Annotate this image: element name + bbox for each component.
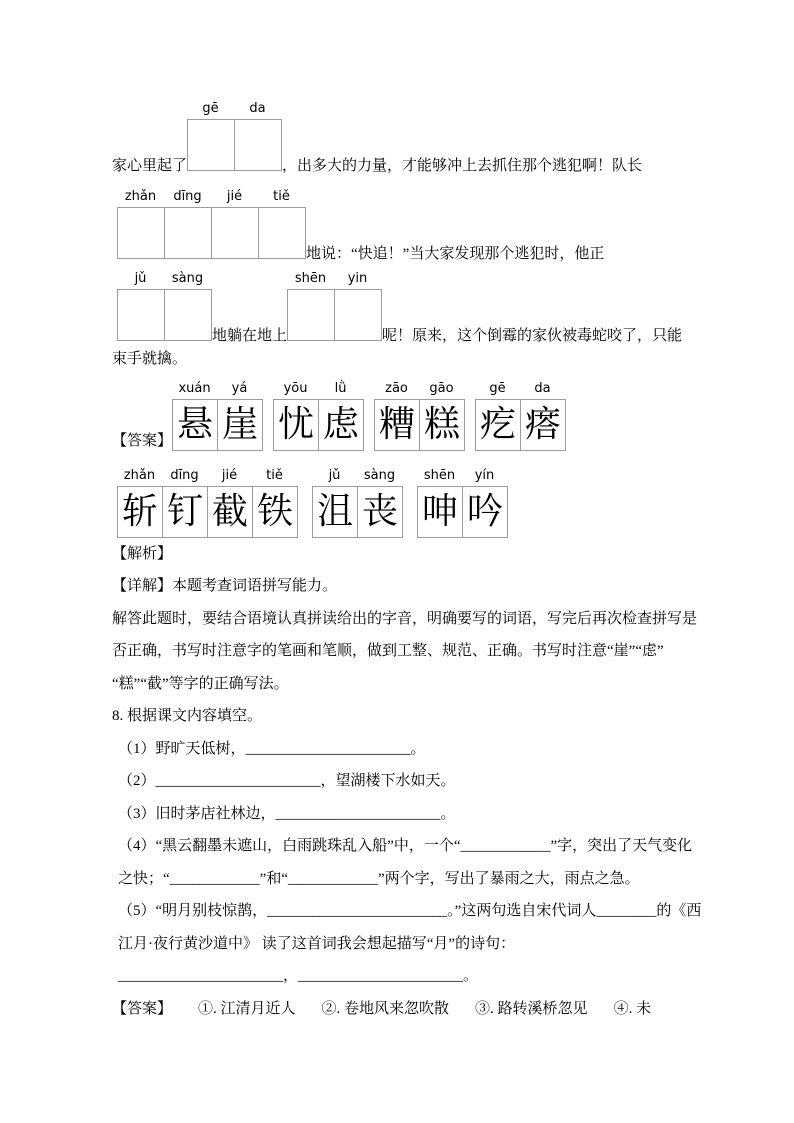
pinyin-label: zhǎn [124,189,157,204]
pinyin-label: tiě [273,189,290,204]
writing-box-row [312,486,403,538]
writing-box-row [117,289,212,341]
answer-character-box: 铁 [252,487,297,537]
answer-box-grid-geda [475,381,566,451]
pinyin-label: yá [231,380,248,396]
line3-text-after: 呢！原来，这个倒霉的家伙被毒蛇咬了，只能 [382,328,683,344]
pinyin-row [172,381,263,397]
pinyin-label: jǔ [134,271,147,286]
question8-item5-line2: 江月·夜行黄沙道中》 读了这首词我会想起描写“月”的诗句： [118,935,516,952]
pinyin-box-grid-zhandingjietie [117,189,306,259]
writing-box-row [475,399,566,451]
question8-items [112,733,714,993]
line1-text-after: ，出多大的力量，才能够冲上去抓住那个逃犯啊！队长 [282,158,643,174]
empty-writing-box [211,208,258,258]
empty-writing-box [164,290,211,340]
pinyin-box-grid-geda [187,101,282,171]
answer-label: 【答案】 [112,432,173,449]
answer8-item4: ④. 未 [613,1000,652,1017]
empty-writing-box [234,120,281,170]
answer-box-grid-zaogao [374,381,465,451]
answer8-item1: ①. 江清月近人 [198,1000,296,1017]
answer-character-box: 瘩 [520,400,565,450]
line3-text-mid: 地躺在地上 [212,328,288,344]
pinyin-row [417,468,508,484]
answer8-item3: ③. 路转溪桥忽见 [475,1000,588,1017]
pinyin-label: jǔ [328,467,341,483]
question7-line2 [117,189,714,262]
pinyin-label: gāo [429,380,454,396]
question8-item1: （1）野旷天低树，______________________。 [118,740,426,757]
pinyin-row [374,381,465,397]
answer-character-box: 糟 [375,400,419,450]
analysis-paragraph-line: “糕”“截”等字的正确写法。 [112,675,289,692]
question8-item4-line1: （4）“黑云翻墨未遮山，白雨跳珠乱入船”中，一个“____________”字，突出了天气变化 [118,838,693,854]
answer-character-box: 呻 [418,487,462,537]
writing-box-row [417,486,508,538]
question7-line4: 束手就擒。 [112,351,188,367]
pinyin-row [117,189,306,205]
pinyin-label: yín [474,467,495,483]
answer-character-box: 沮 [313,487,357,537]
analysis-paragraph-line: 否正确，书写时注意字的笔画和笔顺，做到工整、规范、正确。书写时注意“崖”“虑” [112,643,664,659]
answer7-row1 [112,381,714,451]
answer8-row [112,993,714,1026]
pinyin-label: da [249,101,266,116]
empty-writing-box [118,208,164,258]
empty-writing-box [334,290,381,340]
answer-character-box: 疙 [476,400,520,450]
answer-character-box: 吟 [462,487,507,537]
answer8-item2: ②. 卷地风来忽吹散 [321,1000,450,1017]
answer-character-box: 斩 [118,487,162,537]
pinyin-row [117,271,212,287]
answer-box-grid-xuanya [172,381,263,451]
answer-box-grid-shenyin [417,468,508,538]
analysis-detail-line: 【详解】本题考查词语拼写能力。 [112,578,338,594]
pinyin-label: tiě [266,467,283,483]
question8-title: 8. 根据课文内容填空。 [112,708,263,724]
answer-character-box: 截 [207,487,252,537]
pinyin-label: lǜ [334,380,347,396]
pinyin-label: shēn [294,271,327,286]
answer-character-box: 钉 [162,487,207,537]
pinyin-row [117,468,298,484]
answer-label: 【答案】 [112,1000,173,1017]
empty-writing-box [288,290,334,340]
question8-item2: （2）______________________，望湖楼下水如天。 [118,773,456,789]
answer7-row2 [117,468,714,538]
question8-block [112,700,714,993]
pinyin-label: sàng [171,271,204,286]
answer-box-grid-youlv [273,381,364,451]
analysis-block [112,538,714,701]
pinyin-label: da [534,380,551,396]
answer-box-grid-zhandingjietie [117,468,298,538]
pinyin-label: zāo [385,380,408,396]
pinyin-row [312,468,403,484]
question8-item4-line2: 之快；“____________”和“____________”两个字，写出了暴雨之大，雨点之急。 [118,870,640,887]
pinyin-box-grid-shenyin [287,271,382,341]
empty-writing-box [118,290,164,340]
answer-character-box: 虑 [318,400,363,450]
question8-item5-line1: （5）“明月别枝惊鹊，________________________。”这两句选自宋代词人________的《西 [118,903,702,919]
pinyin-label: xuán [178,380,211,396]
empty-writing-box [258,208,305,258]
pinyin-label: dīng [173,189,202,204]
writing-box-row [374,399,465,451]
pinyin-row [475,381,566,397]
answer-character-box: 忧 [274,400,318,450]
pinyin-label: gē [489,380,506,396]
answer-character-box: 崖 [217,400,262,450]
question8-item3: （3）旧时茅店社林边，______________________。 [118,805,456,822]
analysis-label: 【解析】 [112,545,173,562]
empty-writing-box [164,208,211,258]
pinyin-label: zhǎn [123,467,156,483]
empty-writing-box [188,120,234,170]
answer-character-box: 丧 [357,487,402,537]
writing-box-row [117,486,298,538]
pinyin-box-grid-jusang [117,271,212,341]
pinyin-label: sàng [363,467,396,483]
writing-box-row [172,399,263,451]
pinyin-row [287,271,382,287]
pinyin-row [187,101,282,117]
answer-box-grid-jusang [312,468,403,538]
pinyin-label: yin [347,271,368,286]
writing-box-row [287,289,382,341]
pinyin-label: gē [202,101,219,116]
answer-character-box: 悬 [173,400,217,450]
answer-character-box: 糕 [419,400,464,450]
writing-box-row [187,119,282,171]
pinyin-row [273,381,364,397]
pinyin-label: jié [221,467,238,483]
line1-text-before: 家心里起了 [112,158,188,174]
pinyin-label: yōu [283,380,308,396]
pinyin-label: dīng [170,467,199,483]
question7-line1 [112,101,714,174]
analysis-paragraph-line: 解答此题时，要结合语境认真拼读给出的字音，明确要写的词语，写完后再次检查拼写是 [112,610,698,627]
question7-line3 [117,271,714,344]
pinyin-label: jié [226,189,243,204]
pinyin-label: shēn [423,467,456,483]
question8-item5-blanks: ______________________，______________________。 [118,968,479,984]
writing-box-row [117,207,306,259]
writing-box-row [273,399,364,451]
line2-text-after: 地说：“快追！”当大家发现那个逃犯时，他正 [306,246,605,262]
